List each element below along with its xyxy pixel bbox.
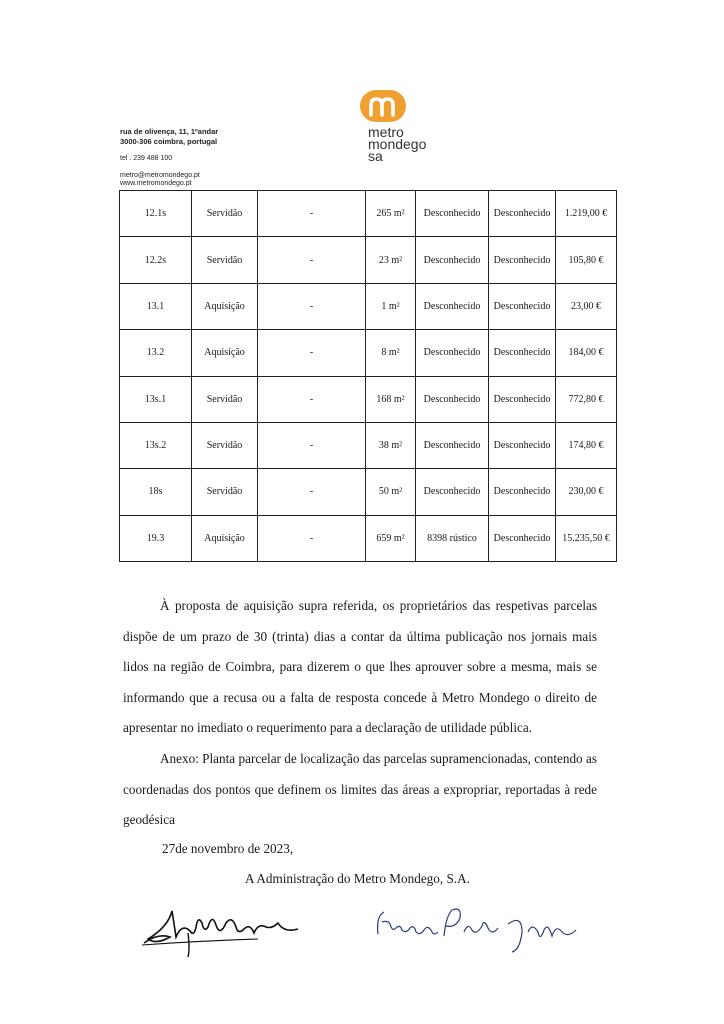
- table-row: [120, 330, 617, 376]
- table-row: [120, 376, 617, 422]
- parcel-value-cell: 184,00 €: [556, 330, 617, 376]
- table-row: [120, 237, 617, 283]
- parcel-owner-cell: Desconhecido: [489, 283, 556, 329]
- parcel-area-cell: 659 m²: [366, 515, 416, 561]
- parcel-dash-cell: -: [258, 515, 366, 561]
- parcel-register-cell: Desconhecido: [416, 422, 489, 468]
- parcel-id-cell: 13s.1: [120, 376, 192, 422]
- logo-word-sa: sa: [368, 148, 383, 164]
- company-contact: [120, 172, 200, 187]
- parcel-area-cell: 168 m²: [366, 376, 416, 422]
- table-row: [120, 422, 617, 468]
- parcel-type-cell: Servidão: [192, 422, 258, 468]
- parcel-owner-cell: Desconhecido: [489, 469, 556, 515]
- parcel-value-cell: 105,80 €: [556, 237, 617, 283]
- parcel-register-cell: Desconhecido: [416, 376, 489, 422]
- parcels-table-body: [120, 191, 617, 562]
- address-line-1: rua de olivença, 11, 1ºandar: [120, 127, 219, 136]
- parcel-dash-cell: -: [258, 469, 366, 515]
- parcel-type-cell: Servidão: [192, 237, 258, 283]
- parcel-type-cell: Servidão: [192, 191, 258, 237]
- logo-wordmark: [368, 126, 426, 162]
- paragraph-proposal: À proposta de aquisição supra referida, os proprietários das respetivas parcelas dispõe de um prazo de 30 (trinta) dias a contar da última publicação nos jornais mais lidos na região de Coimbra, para dizerem o que lhes aprouver sobre a mesma, mais se informando que a recusa ou a falta de resposta concede à Metro Mondego o direito de apresentar no imediato o requerimento para a declaração de utilidade pública.: [123, 598, 597, 735]
- parcel-owner-cell: Desconhecido: [489, 330, 556, 376]
- parcel-owner-cell: Desconhecido: [489, 191, 556, 237]
- parcel-type-cell: Aquisição: [192, 283, 258, 329]
- parcel-owner-cell: Desconhecido: [489, 422, 556, 468]
- parcel-area-cell: 38 m²: [366, 422, 416, 468]
- parcel-type-cell: Aquisição: [192, 515, 258, 561]
- parcel-value-cell: 174,80 €: [556, 422, 617, 468]
- company-address: [120, 127, 218, 146]
- parcel-owner-cell: Desconhecido: [489, 237, 556, 283]
- address-line-2: 3000-306 coimbra, portugal: [120, 136, 218, 146]
- email-link[interactable]: metro@metromondego.pt: [120, 172, 200, 179]
- parcel-id-cell: 18s: [120, 469, 192, 515]
- parcel-owner-cell: Desconhecido: [489, 515, 556, 561]
- parcel-owner-cell: Desconhecido: [489, 376, 556, 422]
- signature-2: [372, 902, 586, 958]
- table-row: [120, 515, 617, 561]
- parcel-type-cell: Servidão: [192, 469, 258, 515]
- parcel-id-cell: 19.3: [120, 515, 192, 561]
- parcel-area-cell: 1 m²: [366, 283, 416, 329]
- parcel-id-cell: 12.2s: [120, 237, 192, 283]
- parcel-value-cell: 15.235,50 €: [556, 515, 617, 561]
- parcel-dash-cell: -: [258, 422, 366, 468]
- parcel-id-cell: 13s.2: [120, 422, 192, 468]
- parcel-register-cell: Desconhecido: [416, 330, 489, 376]
- parcel-value-cell: 230,00 €: [556, 469, 617, 515]
- parcel-dash-cell: -: [258, 376, 366, 422]
- parcel-id-cell: 12.1s: [120, 191, 192, 237]
- parcel-type-cell: Aquisição: [192, 330, 258, 376]
- parcel-area-cell: 23 m²: [366, 237, 416, 283]
- parcel-dash-cell: -: [258, 237, 366, 283]
- parcel-register-cell: Desconhecido: [416, 283, 489, 329]
- parcel-type-cell: Servidão: [192, 376, 258, 422]
- parcel-register-cell: 8398 rústico: [416, 515, 489, 561]
- parcel-area-cell: 50 m²: [366, 469, 416, 515]
- parcel-register-cell: Desconhecido: [416, 191, 489, 237]
- parcel-register-cell: Desconhecido: [416, 469, 489, 515]
- parcel-area-cell: 265 m²: [366, 191, 416, 237]
- parcel-value-cell: 772,80 €: [556, 376, 617, 422]
- phone-number: tel . 239 488 100: [120, 155, 173, 162]
- table-row: [120, 191, 617, 237]
- parcel-id-cell: 13.1: [120, 283, 192, 329]
- signature-1: [138, 893, 308, 961]
- logo-word-mondego: mondego: [368, 136, 427, 152]
- parcel-dash-cell: -: [258, 191, 366, 237]
- parcel-value-cell: 1.219,00 €: [556, 191, 617, 237]
- logo-word-metro: metro: [368, 124, 404, 140]
- parcel-value-cell: 23,00 €: [556, 283, 617, 329]
- table-row: [120, 469, 617, 515]
- parcel-id-cell: 13.2: [120, 330, 192, 376]
- metro-mondego-logo-icon: [358, 88, 408, 124]
- paragraph-annex: Anexo: Planta parcelar de localização das parcelas supramencionadas, contendo as coordenadas dos pontos que definem os limites das áreas a expropriar, reportadas à rede geodésica: [123, 751, 597, 827]
- parcels-table: [119, 190, 617, 562]
- parcel-area-cell: 8 m²: [366, 330, 416, 376]
- document-date: 27de novembro de 2023,: [162, 841, 294, 856]
- website-link[interactable]: www.metromondego.pt: [120, 179, 192, 187]
- parcel-dash-cell: -: [258, 330, 366, 376]
- signature-line: A Administração do Metro Mondego, S.A.: [245, 871, 470, 886]
- table-row: [120, 283, 617, 329]
- parcel-dash-cell: -: [258, 283, 366, 329]
- parcel-register-cell: Desconhecido: [416, 237, 489, 283]
